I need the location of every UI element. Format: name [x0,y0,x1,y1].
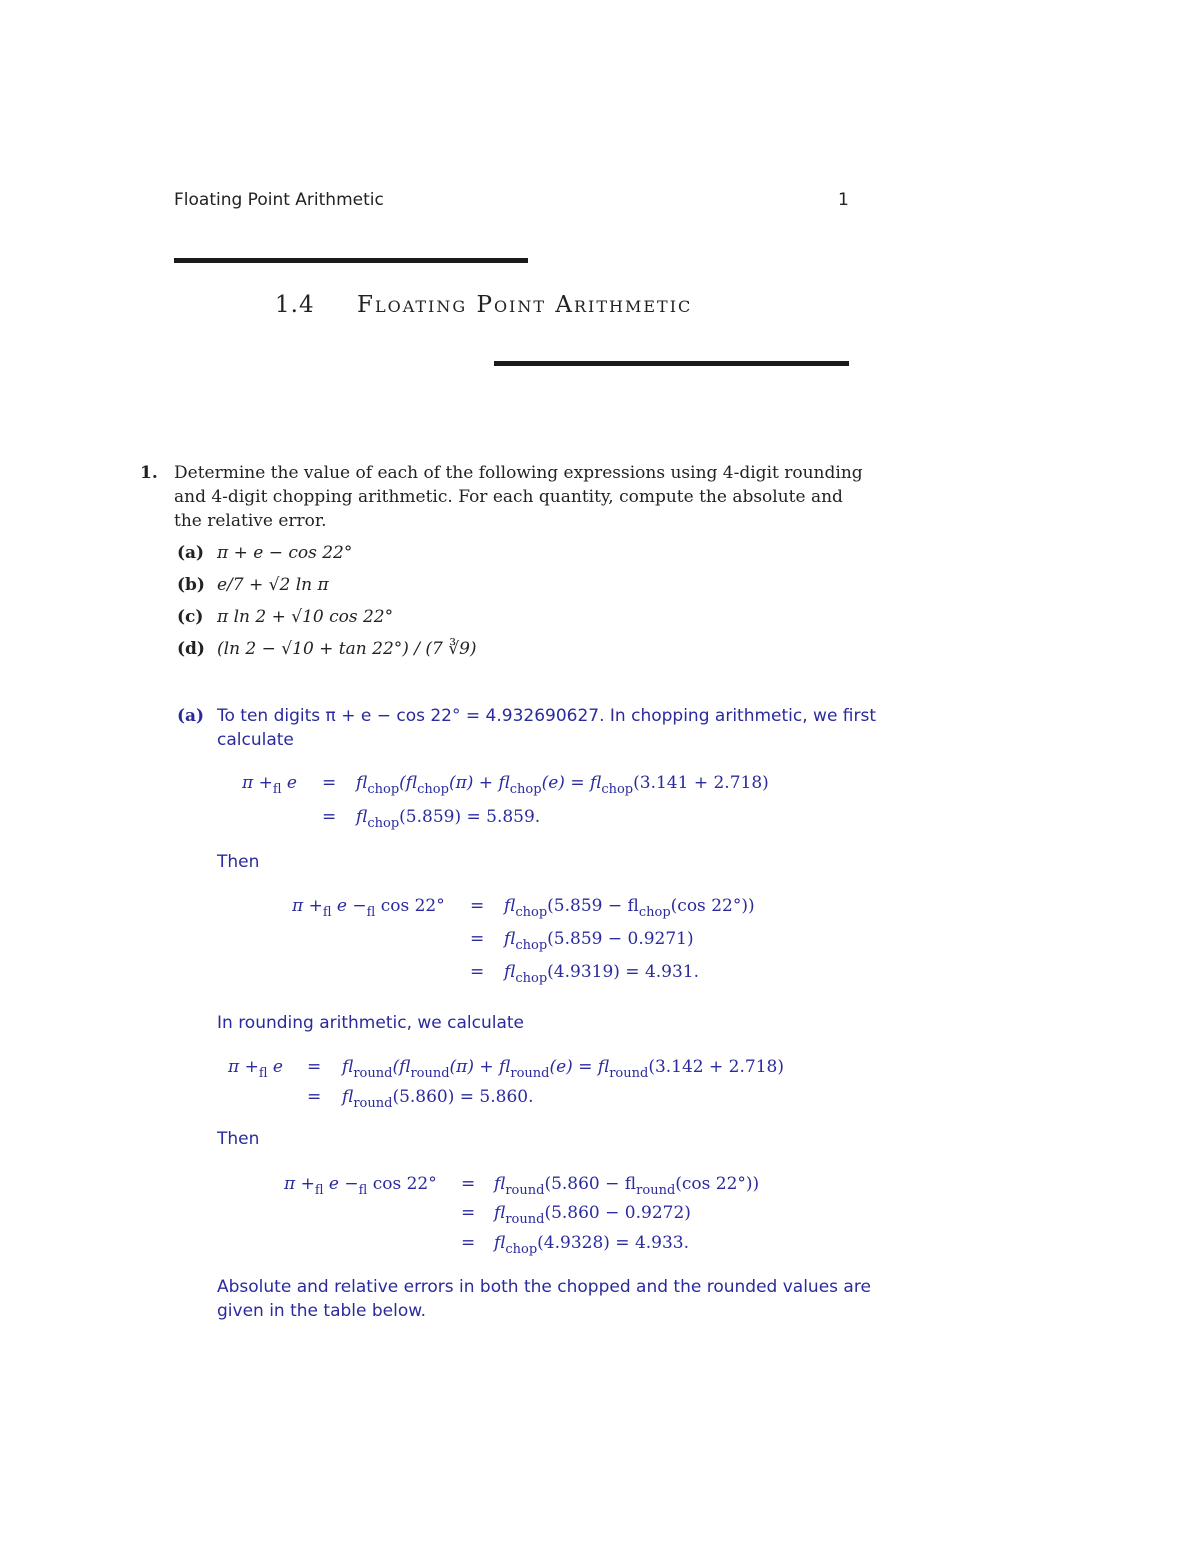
chop-eq2-lhs: $\pi +_{fl}$ $e -_{fl}$ cos 22° [292,896,445,920]
closing-line-2: given in the table below. [217,1301,426,1321]
round-eq2-lhs: $\pi +_{fl}$ $e -_{fl}$ cos 22° [284,1174,437,1198]
section-number: 1.4 [275,292,315,318]
bottom-rule [494,361,849,366]
chop-eq1-line2-equals: = [322,807,337,827]
part-a-expression: π + e − cos 22° [217,543,353,563]
round-eq2-equals-3: = [461,1233,476,1253]
chop-eq2-line3: $fl_{chop}(4.9319) = 4.931$. [504,962,700,986]
running-header-title: Floating Point Arithmetic [174,190,384,210]
part-c-label: (c) [177,607,204,627]
page-number: 1 [838,190,849,210]
chop-eq1-equals: = [322,773,337,793]
top-rule [174,258,528,263]
solution-intro-line-1: To ten digits π + e − cos 22° = 4.932690627. In chopping arithmetic, we first [217,706,877,726]
rounding-intro: In rounding arithmetic, we calculate [217,1013,525,1033]
solution-intro-line-2: calculate [217,730,294,750]
chop-eq2-line2: $fl_{chop}(5.859 - 0.9271)$ [504,929,694,953]
chop-eq1-rhs: $fl_{chop}(fl_{chop}(\pi) + fl_{chop}(e) = fl_{chop}(3.141 + 2.718)$ [356,773,769,797]
round-eq2-line2: $fl_{round}(5.860 - 0.9272)$ [494,1203,691,1227]
round-eq1-rhs: $fl_{round}(fl_{round}(\pi) + fl_{round}(e) = fl_{round}(3.142 + 2.718)$ [342,1057,784,1081]
round-eq1-line2: $fl_{round}(5.860) = 5.860$. [342,1087,534,1111]
round-eq2-line3: $fl_{chop}(4.9328) = 4.933$. [494,1233,690,1257]
chop-eq2-line1: $fl_{chop}(5.859 - fl_{chop}(\cos$ 22°)) [504,896,755,920]
then-label-1: Then [217,852,260,872]
part-d-label: (d) [177,639,205,659]
closing-line-1: Absolute and relative errors in both the chopped and the rounded values are [217,1277,871,1297]
round-eq2-equals-1: = [461,1174,476,1194]
round-eq1-equals: = [307,1057,322,1077]
chop-eq2-equals-1: = [470,896,485,916]
chop-eq2-equals-3: = [470,962,485,982]
round-eq2-line1: $fl_{round}(5.860 - fl_{round}(\cos$ 22°)) [494,1174,760,1198]
solution-label: (a) [177,706,205,726]
chop-eq1-lhs: $\pi +_{fl}$ e [242,773,297,797]
problem-line-1: Determine the value of each of the following expressions using 4-digit rounding [174,463,863,483]
problem-line-3: the relative error. [174,511,327,531]
chop-eq1-line2: $fl_{chop}(5.859) = 5.859$. [356,807,541,831]
part-b-expression: e/7 + √2 ln π [217,575,329,595]
problem-line-2: and 4-digit chopping arithmetic. For each quantity, compute the absolute and [174,487,843,507]
round-eq1-line2-equals: = [307,1087,322,1107]
part-b-label: (b) [177,575,205,595]
chop-eq2-equals-2: = [470,929,485,949]
then-label-2: Then [217,1129,260,1149]
section-title: Floating Point Arithmetic [357,292,693,318]
part-a-label: (a) [177,543,205,563]
problem-number: 1. [140,463,158,483]
round-eq1-lhs: $\pi +_{fl}$ e [228,1057,283,1081]
part-d-expression: (ln 2 − √10 + tan 22°) / (7 ∛9) [217,639,477,659]
part-c-expression: π ln 2 + √10 cos 22° [217,607,394,627]
round-eq2-equals-2: = [461,1203,476,1223]
